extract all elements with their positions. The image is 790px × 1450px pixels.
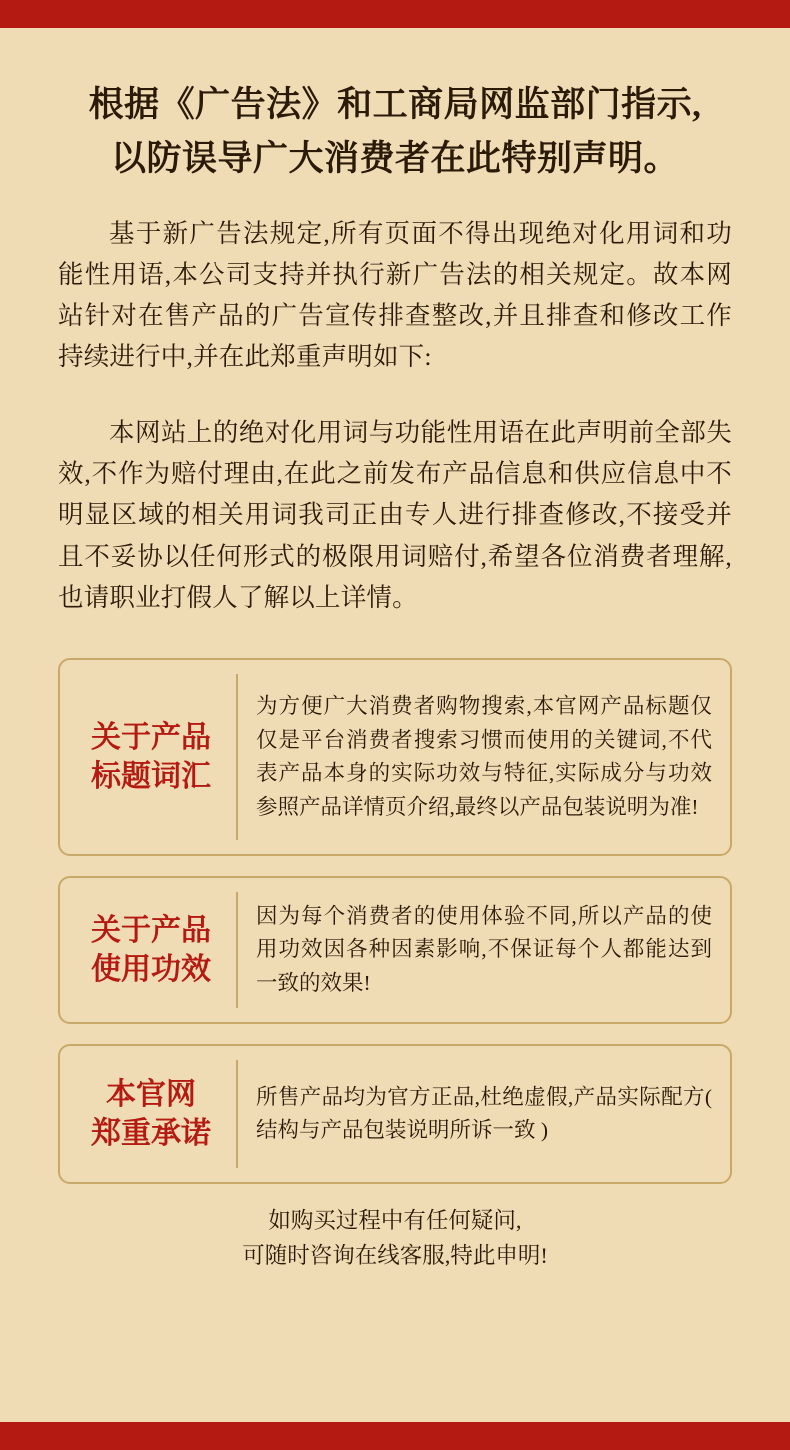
notice-card-title xyxy=(70,674,238,840)
notice-card-list xyxy=(58,658,732,1184)
notice-card-title-line1: 关于产品 xyxy=(91,913,211,947)
notice-card-title xyxy=(70,892,238,1008)
page-title-line1: 根据《广告法》和工商局网监部门指示, xyxy=(88,85,702,124)
notice-card-title-line2: 使用功效 xyxy=(91,953,211,987)
notice-card-official-promise xyxy=(58,1044,732,1184)
notice-card-product-effect xyxy=(58,876,732,1024)
notice-card-title-line1: 本官网 xyxy=(106,1077,196,1111)
notice-card-text: 因为每个消费者的使用体验不同,所以产品的使用功效因各种因素影响,不保证每个人都能达到一致的效果! xyxy=(256,903,712,995)
statement-paragraph-1: 基于新广告法规定,所有页面不得出现绝对化用词和功能性用语,本公司支持并执行新广告法的相关规定。故本网站针对在售产品的广告宣传排查整改,并且排查和修改工作持续进行中,并在此郑重声明如下: xyxy=(58,218,732,372)
notice-card-title-line2: 标题词汇 xyxy=(91,760,211,794)
disclaimer-panel xyxy=(0,28,790,1422)
notice-card-title xyxy=(70,1060,238,1168)
page-title-line2: 以防误导广大消费者在此特别声明。 xyxy=(110,139,679,179)
notice-card-product-title xyxy=(58,658,732,856)
statement-paragraph-2: 本网站上的绝对化用词与功能性用语在此声明前全部失效,不作为赔付理由,在此之前发布产品信息和供应信息中不明显区域的相关用词我司正由专人进行排查修改,不接受并且不妥协以任何形式的极限用词赔付,希望各位消费者理解,也请职业打假人了解以上详情。 xyxy=(58,417,732,612)
footer-line2: 可随时咨询在线客服,特此申明! xyxy=(242,1243,548,1269)
notice-card-title-line2: 郑重承诺 xyxy=(91,1117,211,1151)
notice-card-text: 为方便广大消费者购物搜索,本官网产品标题仅仅是平台消费者搜索习惯而使用的关键词,不代表产品本身的实际功效与特征,实际成分与功效参照产品详情页介绍,最终以产品包装说明为准! xyxy=(256,694,712,819)
notice-card-text: 所售产品均为官方正品,杜绝虚假,产品实际配方( 结构与产品包装说明所诉一致 ) xyxy=(256,1084,712,1143)
page-title xyxy=(58,78,732,187)
footer-note xyxy=(58,1204,732,1274)
footer-line1: 如购买过程中有任何疑问, xyxy=(268,1208,522,1234)
notice-card-title-line1: 关于产品 xyxy=(91,720,211,754)
